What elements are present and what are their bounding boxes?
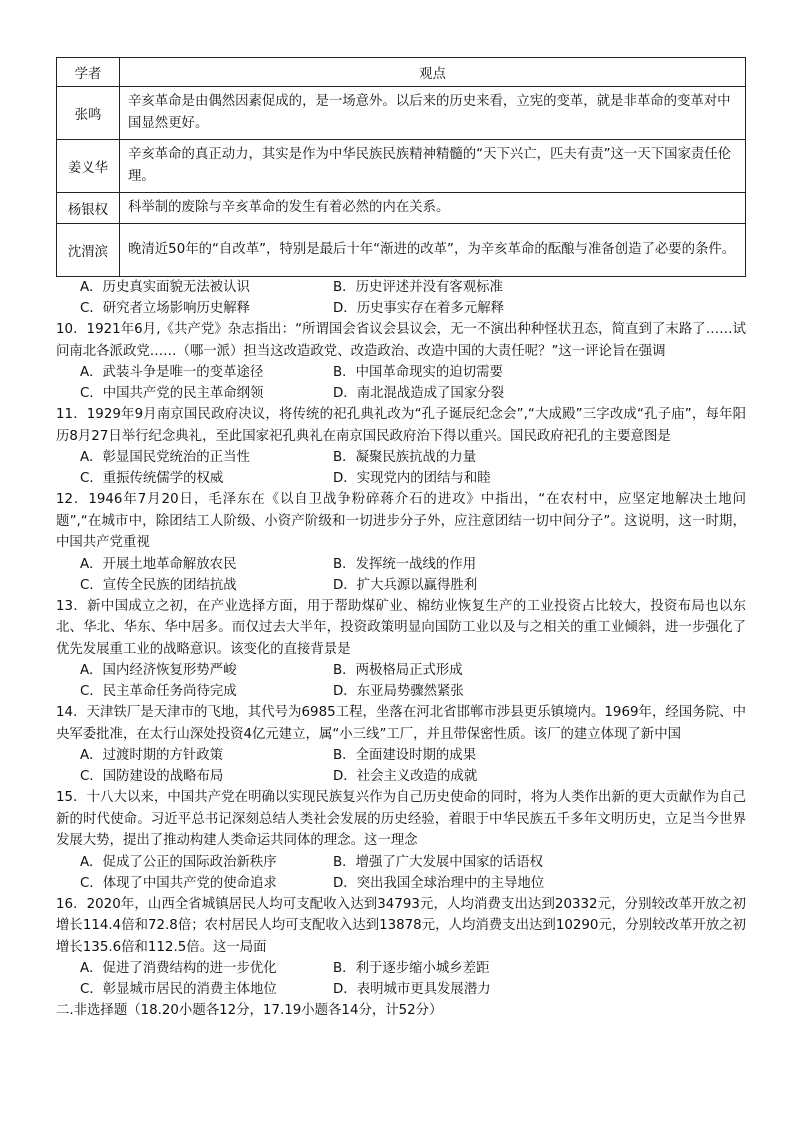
header-scholar: 学者 — [57, 58, 120, 87]
table-row — [57, 224, 746, 277]
option-b[interactable]: B．历史评述并没有客观标准 — [333, 280, 503, 295]
question-15 — [56, 787, 746, 894]
option-c[interactable]: C．民主革命任务尚待完成 — [80, 684, 237, 699]
scholar-view: 晚清近50年的“自改革”，特别是最后十年“渐进的改革”，为辛亥革命的酝酿与准备创造了必要的条件。 — [120, 224, 746, 277]
question-10 — [56, 319, 746, 404]
question-14 — [56, 702, 746, 787]
option-c[interactable]: C．研究者立场影响历史解释 — [80, 301, 251, 316]
option-d[interactable]: D．历史事实存在着多元解释 — [333, 301, 504, 316]
option-c[interactable]: C．彰显城市居民的消费主体地位 — [80, 982, 277, 997]
scholar-view: 辛亥革命的真正动力，其实是作为中华民族民族精神精髓的“天下兴亡，匹夫有责”这一天下国家责任伦理。 — [120, 140, 746, 193]
scholar-views-table — [56, 57, 746, 277]
scholar-view: 科举制的废除与辛亥革命的发生有着必然的内在关系。 — [120, 193, 746, 224]
scholar-name: 沈渭滨 — [57, 224, 120, 277]
option-d[interactable]: D．表明城市更具发展潜力 — [333, 982, 491, 997]
question-stem: 13．新中国成立之初，在产业选择方面，用于帮助煤矿业、棉纺业恢复生产的工业投资占比较大，投资布局也以东北、华北、华东、华中居多。而仅过去大半年，投资政策明显向国防工业以及与之相关的重工业倾斜，进一步强化了优先发展重工业的战略意识。该变化的直接背景是 — [56, 598, 746, 657]
question-stem: 12．1946年7月20日，毛泽东在《以自卫战争粉碎蒋介石的进攻》中指出，“在农村中，应坚定地解决土地问题”,“在城市中，除团结工人阶级、小资产阶级和一切进步分子外，应注意团结一切中间分子”。这说明，这一时期，中国共产党重视 — [56, 492, 746, 550]
section-2-heading: 二.非选择题（18.20小题各12分，17.19小题各14分，计52分） — [56, 1003, 443, 1018]
option-b[interactable]: B．中国革命现实的迫切需要 — [333, 365, 503, 380]
table-row — [57, 193, 746, 224]
question-13 — [56, 596, 746, 703]
scholar-name: 杨银权 — [57, 193, 120, 224]
scholar-name: 张鸣 — [57, 87, 120, 140]
table-row — [57, 87, 746, 140]
question-stem: 10．1921年6月,《共产党》杂志指出：“所谓国会省议会县议会，无一不演出种种怪状丑态，简直到了末路了……试问南北各派政党……（哪一派）担当这改造政党、改造政治、改造中国的大责任呢？”这一评论旨在强调 — [56, 322, 746, 359]
option-d[interactable]: D．社会主义改造的成就 — [333, 769, 478, 784]
option-c[interactable]: C．国防建设的战略布局 — [80, 769, 224, 784]
option-a[interactable]: A．国内经济恢复形势严峻 — [80, 663, 237, 678]
option-a[interactable]: A．彰显国民党统治的正当性 — [80, 450, 250, 465]
option-d[interactable]: D．东亚局势骤然紧张 — [333, 684, 464, 699]
option-a[interactable]: A．促成了公正的国际政治新秩序 — [80, 854, 277, 870]
table-row — [57, 140, 746, 193]
exam-page — [56, 57, 746, 1022]
option-d[interactable]: D．南北混战造成了国家分裂 — [333, 386, 504, 401]
question-11 — [56, 404, 746, 489]
option-d[interactable]: D．扩大兵源以赢得胜利 — [333, 577, 478, 593]
option-b[interactable]: B．利于逐步缩小城乡差距 — [333, 961, 490, 976]
option-c[interactable]: C．体现了中国共产党的使命追求 — [80, 875, 277, 891]
option-b[interactable]: B．全面建设时期的成果 — [333, 748, 477, 763]
option-a[interactable]: A．过渡时期的方针政策 — [80, 748, 224, 763]
option-b[interactable]: B．凝聚民族抗战的力量 — [333, 450, 477, 465]
question-stem: 11．1929年9月南京国民政府决议，将传统的祀孔典礼改为“孔子诞辰纪念会”,“大成殿”三字改成“孔子庙”，每年阳历8月27日举行纪念典礼，至此国家祀孔典礼在南京国民政府治下得以重兴。国民政府祀孔的主要意图是 — [56, 407, 746, 444]
table-header-row — [57, 58, 746, 87]
header-view: 观点 — [120, 58, 746, 87]
scholar-view: 辛亥革命是由偶然因素促成的，是一场意外。以后来的历史来看，立宪的变革，就是非革命的变革对中国显然更好。 — [120, 87, 746, 140]
option-b[interactable]: B．发挥统一战线的作用 — [333, 556, 477, 572]
question-12 — [56, 489, 746, 596]
option-c[interactable]: C．重振传统儒学的权威 — [80, 471, 224, 486]
option-c[interactable]: C．宣传全民族的团结抗战 — [80, 577, 237, 593]
question-16 — [56, 894, 746, 1001]
question-stem: 16．2020年，山西全省城镇居民人均可支配收入达到34793元，人均消费支出达到20332元，分别较改革开放之初增长114.4倍和72.8倍；农村居民人均可支配收入达到13878元，人均消费支出达到10290元，分别较改革开放之初增长135.6倍和112.5倍。这一局面 — [56, 896, 746, 955]
option-d[interactable]: D．实现党内的团结与和睦 — [333, 471, 491, 486]
option-a[interactable]: A．武装斗争是唯一的变革途径 — [80, 365, 264, 380]
option-b[interactable]: B．增强了广大发展中国家的话语权 — [333, 854, 544, 870]
option-a[interactable]: A．开展土地革命解放农民 — [80, 556, 237, 572]
option-d[interactable]: D．突出我国全球治理中的主导地位 — [333, 875, 545, 891]
option-b[interactable]: B．两极格局正式形成 — [333, 663, 463, 678]
option-a[interactable]: A．历史真实面貌无法被认识 — [80, 280, 250, 295]
scholar-name: 姜义华 — [57, 140, 120, 193]
question-stem: 15．十八大以来，中国共产党在明确以实现民族复兴作为自己历史使命的同时，将为人类作出新的更大贡献作为自己新的时代使命。习近平总书记深刻总结人类社会发展的历史经验，着眼于中华民族五千多年文明历史，立足当今世界发展大势，提出了推动构建人类命运共同体的理念。这一理念 — [56, 790, 746, 848]
question-stem: 14．天津铁厂是天津市的飞地，其代号为6985工程，坐落在河北省邯郸市涉县更乐镇境内。1969年，经国务院、中央军委批准，在太行山深处投资4亿元建立，属“小三线”工厂，并且带保密性质。该厂的建立体现了新中国 — [56, 705, 746, 742]
option-c[interactable]: C．中国共产党的民主革命纲领 — [80, 386, 264, 401]
q9-options — [80, 277, 746, 319]
option-a[interactable]: A．促进了消费结构的进一步优化 — [80, 961, 277, 976]
